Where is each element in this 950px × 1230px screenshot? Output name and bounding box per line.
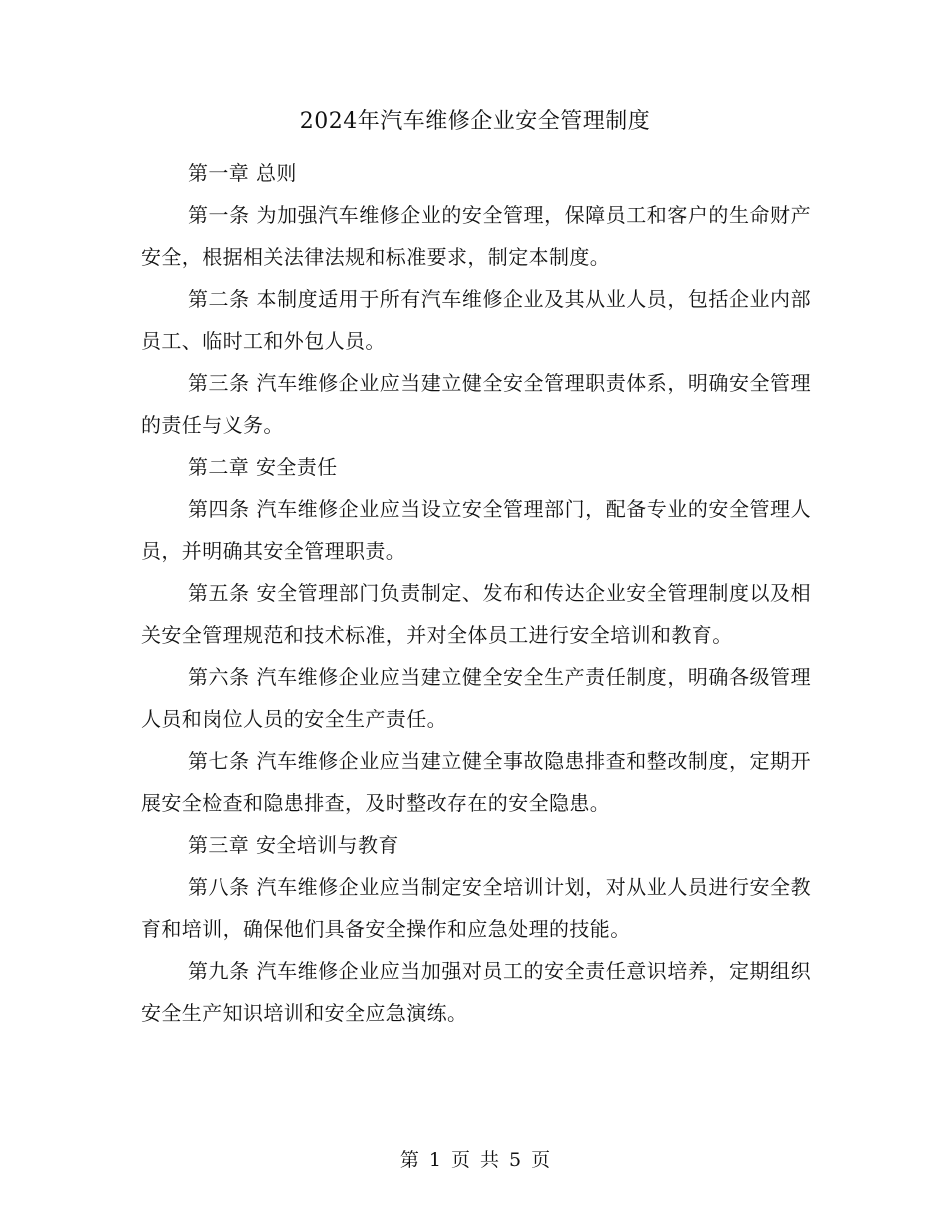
article-6: 第六条 汽车维修企业应当建立健全安全生产责任制度，明确各级管理人员和岗位人员的安全生产责任。 [141, 665, 811, 731]
document-body [141, 152, 811, 1034]
document-title: 2024年汽车维修企业安全管理制度 [299, 109, 651, 134]
article-3: 第三条 汽车维修企业应当建立健全安全管理职责体系，明确安全管理的责任与义务。 [141, 371, 811, 437]
page-footer: 第 1 页 共 5 页 [399, 1149, 551, 1171]
article-4: 第四条 汽车维修企业应当设立安全管理部门，配备专业的安全管理人员，并明确其安全管理职责。 [141, 497, 811, 563]
chapter-heading-1: 第一章 总则 [188, 161, 297, 185]
chapter-heading-3: 第三章 安全培训与教育 [188, 833, 399, 857]
article-8: 第八条 汽车维修企业应当制定安全培训计划，对从业人员进行安全教育和培训，确保他们具备安全操作和应急处理的技能。 [141, 875, 811, 941]
article-2: 第二条 本制度适用于所有汽车维修企业及其从业人员，包括企业内部员工、临时工和外包人员。 [141, 287, 811, 353]
article-5: 第五条 安全管理部门负责制定、发布和传达企业安全管理制度以及相关安全管理规范和技术标准，并对全体员工进行安全培训和教育。 [141, 581, 811, 647]
chapter-heading-2: 第二章 安全责任 [188, 455, 338, 479]
article-7: 第七条 汽车维修企业应当建立健全事故隐患排查和整改制度，定期开展安全检查和隐患排查，及时整改存在的安全隐患。 [141, 749, 811, 815]
article-9: 第九条 汽车维修企业应当加强对员工的安全责任意识培养，定期组织安全生产知识培训和安全应急演练。 [141, 959, 811, 1025]
article-1: 第一条 为加强汽车维修企业的安全管理，保障员工和客户的生命财产安全，根据相关法律法规和标准要求，制定本制度。 [141, 203, 811, 269]
